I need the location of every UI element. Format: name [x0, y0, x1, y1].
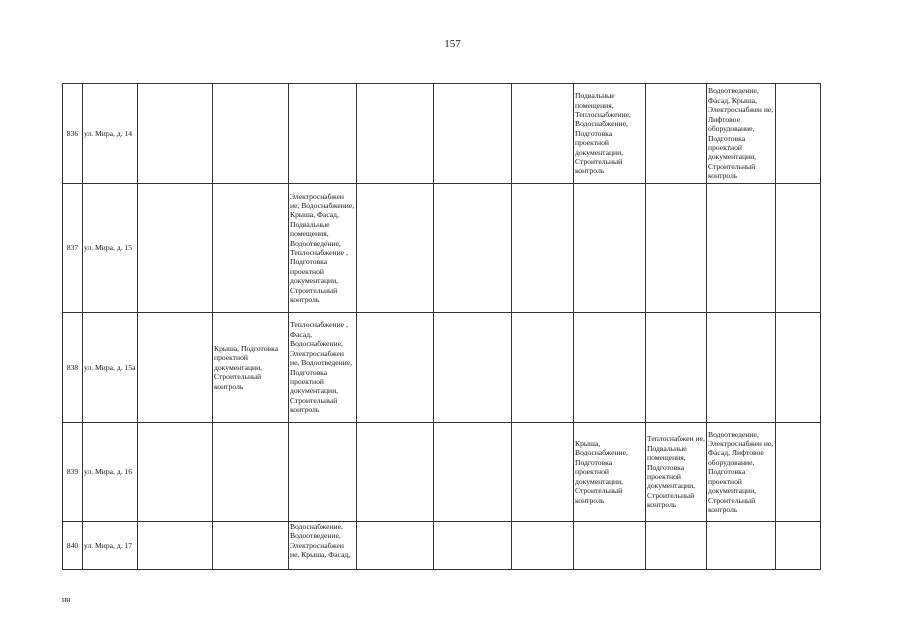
work-cell [707, 184, 776, 313]
work-cell [776, 313, 821, 423]
work-cell [289, 84, 357, 184]
address-cell: ул. Мира, д. 16 [83, 423, 138, 522]
work-cell [512, 522, 574, 570]
work-cell [289, 423, 357, 522]
work-cell: Крыша, Водоснабжение, Подготовка проектной документации, Строительный контроль [574, 423, 646, 522]
table-row [63, 522, 821, 570]
work-cell [646, 313, 707, 423]
address-cell: ул. Мира, д. 15 [83, 184, 138, 313]
row-number: 839 [63, 423, 83, 522]
work-cell [138, 313, 213, 423]
work-cell [434, 423, 512, 522]
work-cell [776, 184, 821, 313]
work-cell [357, 423, 434, 522]
row-number: 840 [63, 522, 83, 570]
work-schedule-table [62, 83, 821, 570]
work-cell: Теплоснабжен ие, Подвальные помещения, Подготовка проектной документации, Строительный контроль [646, 423, 707, 522]
work-cell [776, 423, 821, 522]
work-cell: Водоотведение, Электроснабжен ие, Фасад, Лифтовое оборудование, Подготовка проектной документации, Строительный контроль [707, 423, 776, 522]
work-cell [574, 522, 646, 570]
work-cell [434, 522, 512, 570]
work-cell [357, 313, 434, 423]
work-cell [512, 423, 574, 522]
work-cell [213, 423, 289, 522]
work-cell: Водоотведение, Фасад, Крыша, Электроснабжен ие, Лифтовое оборудование, Подготовка проектной документации, Строительный контроль [707, 84, 776, 184]
table-row [63, 423, 821, 522]
work-cell [213, 184, 289, 313]
work-cell: Крыша, Подготовка проектной документации, Строительный контроль [213, 313, 289, 423]
work-cell [434, 313, 512, 423]
table-row [63, 84, 821, 184]
work-cell [434, 84, 512, 184]
work-cell [512, 84, 574, 184]
table-row [63, 313, 821, 423]
work-cell [574, 184, 646, 313]
work-cell [707, 313, 776, 423]
work-cell: Водоснабжение, Водоотведение, Электроснабжен ие, Крыша, Фасад, [289, 522, 357, 570]
work-cell: Подвальные помещения, Теплоснабжение, Водоснабжение, Подготовка проектной документации, Строительный контроль [574, 84, 646, 184]
work-cell: Электроснабжен ие, Водоснабжение, Крыша, Фасад, Подвальные помещения, Водоотведение, Теплоснабжение , Подготовка проектной документации, Строительный контроль [289, 184, 357, 313]
work-cell [574, 313, 646, 423]
table-row [63, 184, 821, 313]
work-cell [138, 84, 213, 184]
work-cell: Теплоснабжение , Фасад, Водоснабжение, Электроснабжен ие, Водоотведение, Подготовка проектной документации, Строительный контроль [289, 313, 357, 423]
work-cell [138, 423, 213, 522]
work-cell [213, 522, 289, 570]
work-cell [646, 184, 707, 313]
page-number: 157 [444, 38, 461, 50]
row-number: 836 [63, 84, 83, 184]
work-cell [213, 84, 289, 184]
work-cell [646, 522, 707, 570]
work-cell [434, 184, 512, 313]
row-number: 837 [63, 184, 83, 313]
work-cell [357, 84, 434, 184]
address-cell: ул. Мира, д. 17 [83, 522, 138, 570]
work-cell [512, 184, 574, 313]
work-cell [646, 84, 707, 184]
footer-mark: нн [62, 595, 71, 604]
work-cell [357, 184, 434, 313]
address-cell: ул. Мира, д. 14 [83, 84, 138, 184]
work-cell [707, 522, 776, 570]
work-cell [138, 522, 213, 570]
work-cell [512, 313, 574, 423]
work-cell [357, 522, 434, 570]
work-cell [138, 184, 213, 313]
work-cell [776, 522, 821, 570]
address-cell: ул. Мира, д. 15а [83, 313, 138, 423]
work-cell [776, 84, 821, 184]
row-number: 838 [63, 313, 83, 423]
